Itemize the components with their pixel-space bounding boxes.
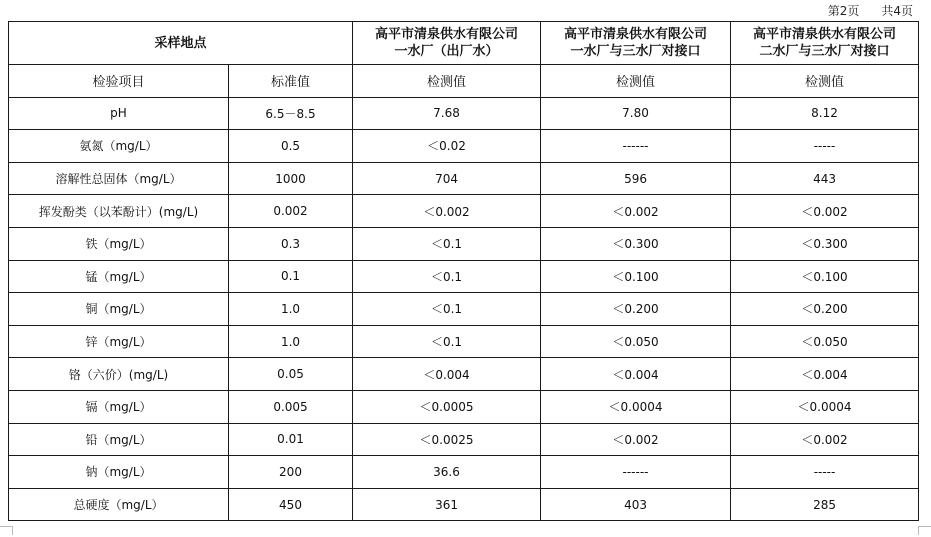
test-item-cell: 锰（mg/L） <box>9 260 229 293</box>
standard-value-cell: 0.002 <box>229 195 353 228</box>
test-item-cell: 总硬度（mg/L） <box>9 488 229 521</box>
page-indicator <box>828 2 913 19</box>
site-3-name: 高平市清泉供水有限公司 <box>753 27 897 42</box>
site-3-value-cell: ＜0.050 <box>731 325 919 358</box>
page-total: 共4页 <box>881 4 913 18</box>
standard-value-cell: 0.1 <box>229 260 353 293</box>
table-row <box>9 227 919 260</box>
site-1-value-cell: ＜0.0005 <box>353 390 541 423</box>
table-row <box>9 358 919 391</box>
site-2-value-cell: ＜0.100 <box>541 260 731 293</box>
site-2-value-cell: ＜0.050 <box>541 325 731 358</box>
site-3-value-cell: ＜0.002 <box>731 423 919 456</box>
site-1-value-cell: ＜0.002 <box>353 195 541 228</box>
test-item-cell: 铅（mg/L） <box>9 423 229 456</box>
site-2-name: 高平市清泉供水有限公司 <box>564 27 708 42</box>
item-column-header: 检验项目 <box>9 65 229 98</box>
site-2-value-cell: ＜0.002 <box>541 195 731 228</box>
table-row <box>9 195 919 228</box>
site-2-value-cell: ＜0.002 <box>541 423 731 456</box>
table-body <box>9 22 919 521</box>
table-row <box>9 456 919 489</box>
site-3-value-cell: ----- <box>731 456 919 489</box>
subheader-row <box>9 65 919 98</box>
site-2-value-cell: ＜0.004 <box>541 358 731 391</box>
page-corner-mark-left <box>0 526 13 535</box>
site-2-value-cell: ------ <box>541 130 731 163</box>
table-row <box>9 325 919 358</box>
standard-value-cell: 0.01 <box>229 423 353 456</box>
table-row <box>9 162 919 195</box>
water-quality-table <box>8 21 919 521</box>
test-item-cell: 铜（mg/L） <box>9 293 229 326</box>
site-2-location: 一水厂与三水厂对接口 <box>570 44 701 59</box>
table-row <box>9 423 919 456</box>
site-2-header <box>541 22 731 65</box>
standard-value-cell: 6.5－8.5 <box>229 97 353 130</box>
table-row <box>9 130 919 163</box>
site-1-value-cell: 36.6 <box>353 456 541 489</box>
test-item-cell: 溶解性总固体（mg/L） <box>9 162 229 195</box>
site-1-value-cell: ＜0.1 <box>353 260 541 293</box>
site-1-value-cell: ＜0.0025 <box>353 423 541 456</box>
standard-value-cell: 1.0 <box>229 325 353 358</box>
site-1-value-cell: ＜0.1 <box>353 227 541 260</box>
site-3-value-cell: ＜0.004 <box>731 358 919 391</box>
measured-1-column-header: 检测值 <box>353 65 541 98</box>
site-1-value-cell: ＜0.02 <box>353 130 541 163</box>
site-3-value-cell: ＜0.0004 <box>731 390 919 423</box>
table-row <box>9 488 919 521</box>
site-1-value-cell: 7.68 <box>353 97 541 130</box>
site-1-header <box>353 22 541 65</box>
site-3-header <box>731 22 919 65</box>
measured-2-column-header: 检测值 <box>541 65 731 98</box>
site-3-value-cell: ＜0.002 <box>731 195 919 228</box>
site-3-value-cell: ＜0.200 <box>731 293 919 326</box>
site-3-location: 二水厂与三水厂对接口 <box>759 44 890 59</box>
test-item-cell: 铬（六价）(mg/L) <box>9 358 229 391</box>
site-1-value-cell: ＜0.1 <box>353 293 541 326</box>
test-item-cell: 挥发酚类（以苯酚计）(mg/L) <box>9 195 229 228</box>
table-row <box>9 390 919 423</box>
site-1-value-cell: 704 <box>353 162 541 195</box>
standard-value-cell: 200 <box>229 456 353 489</box>
standard-column-header: 标准值 <box>229 65 353 98</box>
standard-value-cell: 1000 <box>229 162 353 195</box>
measured-3-column-header: 检测值 <box>731 65 919 98</box>
site-3-value-cell: ＜0.300 <box>731 227 919 260</box>
site-3-value-cell: 285 <box>731 488 919 521</box>
site-3-value-cell: 443 <box>731 162 919 195</box>
site-2-value-cell: ＜0.300 <box>541 227 731 260</box>
test-item-cell: 钠（mg/L） <box>9 456 229 489</box>
test-item-cell: 锌（mg/L） <box>9 325 229 358</box>
test-item-cell: 铁（mg/L） <box>9 227 229 260</box>
site-1-name: 高平市清泉供水有限公司 <box>375 27 519 42</box>
site-1-location: 一水厂（出厂水） <box>394 44 499 59</box>
site-2-value-cell: ------ <box>541 456 731 489</box>
header-row <box>9 22 919 65</box>
site-3-value-cell: ----- <box>731 130 919 163</box>
table-row <box>9 293 919 326</box>
site-1-value-cell: ＜0.1 <box>353 325 541 358</box>
site-2-value-cell: 7.80 <box>541 97 731 130</box>
table-row <box>9 260 919 293</box>
standard-value-cell: 0.3 <box>229 227 353 260</box>
site-3-value-cell: 8.12 <box>731 97 919 130</box>
site-2-value-cell: 403 <box>541 488 731 521</box>
sampling-site-label: 采样地点 <box>9 22 353 65</box>
standard-value-cell: 0.005 <box>229 390 353 423</box>
test-item-cell: pH <box>9 97 229 130</box>
page-number: 第2页 <box>827 4 860 18</box>
site-2-value-cell: ＜0.0004 <box>541 390 731 423</box>
standard-value-cell: 0.5 <box>229 130 353 163</box>
site-2-value-cell: ＜0.200 <box>541 293 731 326</box>
page-corner-mark-right <box>918 526 931 535</box>
standard-value-cell: 0.05 <box>229 358 353 391</box>
standard-value-cell: 1.0 <box>229 293 353 326</box>
site-2-value-cell: 596 <box>541 162 731 195</box>
standard-value-cell: 450 <box>229 488 353 521</box>
site-1-value-cell: 361 <box>353 488 541 521</box>
test-item-cell: 氨氮（mg/L） <box>9 130 229 163</box>
site-3-value-cell: ＜0.100 <box>731 260 919 293</box>
site-1-value-cell: ＜0.004 <box>353 358 541 391</box>
table-row <box>9 97 919 130</box>
test-item-cell: 镉（mg/L） <box>9 390 229 423</box>
